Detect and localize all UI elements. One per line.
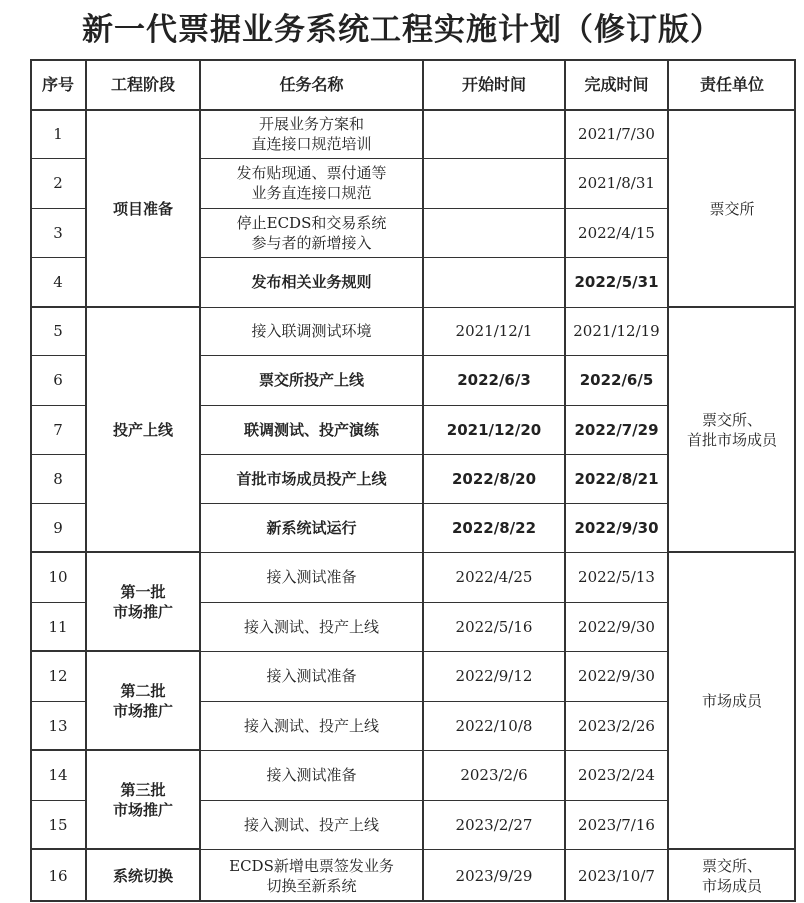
column-divider: [667, 60, 668, 902]
start-date: [423, 257, 565, 307]
phase-cell: 第二批 市场推广: [112, 681, 173, 720]
start-date: 2021/12/1: [455, 322, 533, 340]
row-number: 6: [53, 371, 63, 389]
start-date: 2022/4/25: [455, 568, 533, 586]
page-title: 新一代票据业务系统工程实施计划（修订版）: [82, 12, 722, 48]
row-divider: [200, 750, 668, 751]
row-divider: [30, 701, 86, 702]
row-divider: [30, 355, 86, 356]
header-cell: 序号: [41, 75, 74, 94]
row-divider: [30, 257, 86, 258]
row-divider: [200, 405, 668, 406]
task-name: 接入测试、投产上线: [243, 617, 379, 636]
end-date: 2023/2/24: [578, 766, 655, 784]
row-number: 7: [53, 420, 63, 439]
row-divider: [200, 355, 668, 356]
end-date: 2022/9/30: [574, 518, 659, 537]
column-divider: [30, 60, 32, 902]
task-name: 接入联调测试环境: [251, 322, 372, 340]
row-divider: [30, 551, 86, 553]
row-number: 4: [53, 273, 63, 291]
row-divider: [30, 109, 796, 111]
task-name: 联调测试、投产演练: [243, 420, 379, 439]
row-number: 3: [53, 223, 63, 242]
task-name: 首批市场成员投产上线: [236, 469, 387, 488]
row-number: 1: [53, 125, 63, 143]
row-divider: [200, 503, 668, 504]
task-name: 发布相关业务规则: [251, 273, 372, 291]
row-divider: [200, 552, 668, 553]
row-divider: [30, 749, 86, 751]
row-divider: [200, 701, 668, 702]
row-divider: [86, 551, 200, 552]
column-divider: [564, 60, 565, 902]
row-divider: [668, 848, 796, 849]
column-divider: [422, 60, 423, 902]
start-date: [423, 110, 565, 158]
phase-cell: 第三批 市场推广: [112, 780, 173, 819]
task-name: 停止ECDS和交易系统 参与者的新增接入: [236, 213, 387, 252]
row-number: 2: [53, 174, 63, 192]
phase-cell: 系统切换: [112, 866, 173, 885]
end-date: 2021/7/30: [578, 125, 655, 143]
row-number: 9: [53, 518, 63, 537]
end-date: 2022/9/30: [578, 617, 655, 636]
row-divider: [30, 650, 86, 652]
row-divider: [30, 800, 86, 801]
row-number: 15: [48, 815, 68, 834]
task-name: 新系统试运行: [266, 518, 357, 537]
end-date: 2023/10/7: [578, 866, 655, 885]
unit-cell: 市场成员: [701, 691, 762, 710]
end-date: 2022/9/30: [578, 667, 655, 685]
end-date: 2021/8/31: [578, 174, 655, 192]
row-number: 11: [48, 617, 68, 636]
header-cell: 完成时间: [584, 75, 649, 94]
row-number: 12: [48, 667, 68, 685]
row-divider: [30, 405, 86, 406]
task-name: 开展业务方案和 直连接口规范培训: [251, 115, 372, 153]
row-divider: [30, 602, 86, 603]
start-date: [423, 208, 565, 257]
header-cell: 责任单位: [699, 75, 764, 94]
row-divider: [86, 650, 200, 651]
row-divider: [30, 306, 86, 308]
start-date: 2023/2/6: [460, 766, 528, 784]
row-number: 13: [48, 716, 68, 735]
unit-cell: 票交所、 市场成员: [701, 856, 762, 895]
end-date: 2023/2/26: [578, 716, 655, 735]
row-divider: [86, 749, 200, 750]
end-date: 2022/5/31: [574, 273, 659, 291]
row-divider: [200, 307, 668, 308]
end-date: 2022/6/5: [579, 371, 654, 389]
row-divider: [30, 158, 86, 159]
column-divider: [199, 60, 200, 902]
task-name: 发布贴现通、票付通等 业务直连接口规范: [236, 164, 387, 202]
header-cell: 工程阶段: [110, 75, 175, 94]
end-date: 2023/7/16: [578, 815, 655, 834]
row-divider: [30, 503, 86, 504]
phase-cell: 第一批 市场推广: [112, 582, 173, 621]
task-name: 接入测试准备: [266, 568, 357, 586]
unit-cell: 票交所: [709, 199, 755, 218]
start-date: 2022/9/12: [455, 667, 533, 685]
row-number: 8: [53, 469, 63, 488]
row-number: 14: [48, 766, 68, 784]
row-divider: [200, 208, 668, 209]
task-name: 接入测试、投产上线: [243, 815, 379, 834]
row-number: 5: [53, 322, 63, 340]
row-divider: [30, 59, 796, 61]
row-divider: [200, 651, 668, 652]
header-cell: 任务名称: [279, 75, 344, 94]
row-divider: [86, 848, 200, 849]
row-divider: [200, 849, 668, 850]
start-date: 2021/12/20: [446, 420, 542, 439]
row-divider: [200, 602, 668, 603]
schedule-table: [30, 60, 796, 902]
start-date: 2022/8/22: [451, 518, 537, 537]
row-divider: [668, 306, 796, 307]
end-date: 2022/4/15: [578, 223, 655, 242]
unit-cell: 票交所、 首批市场成员: [686, 410, 777, 449]
row-divider: [200, 257, 668, 258]
row-divider: [668, 551, 796, 552]
phase-cell: 项目准备: [112, 199, 173, 218]
phase-cell: 投产上线: [112, 420, 173, 439]
row-divider: [30, 900, 796, 902]
row-divider: [30, 454, 86, 455]
row-divider: [30, 848, 86, 850]
start-date: 2022/5/16: [455, 617, 533, 636]
end-date: 2021/12/19: [573, 322, 660, 340]
end-date: 2022/8/21: [574, 469, 659, 488]
header-cell: 开始时间: [461, 75, 526, 94]
task-name: ECDS新增电票签发业务 切换至新系统: [229, 856, 394, 895]
task-name: 接入测试、投产上线: [243, 716, 379, 735]
start-date: [423, 158, 565, 208]
row-number: 10: [48, 568, 68, 586]
end-date: 2022/7/29: [574, 420, 659, 439]
row-divider: [200, 454, 668, 455]
row-divider: [30, 208, 86, 209]
task-name: 票交所投产上线: [258, 371, 364, 389]
start-date: 2022/8/20: [451, 469, 537, 488]
row-divider: [200, 800, 668, 801]
task-name: 接入测试准备: [266, 766, 357, 784]
row-divider: [86, 306, 200, 307]
row-number: 16: [48, 866, 68, 885]
row-divider: [200, 158, 668, 159]
start-date: 2023/2/27: [455, 815, 533, 834]
start-date: 2022/10/8: [455, 716, 533, 735]
column-divider: [85, 60, 86, 902]
task-name: 接入测试准备: [266, 667, 357, 685]
start-date: 2023/9/29: [455, 866, 533, 885]
end-date: 2022/5/13: [578, 568, 655, 586]
column-divider: [794, 60, 796, 902]
start-date: 2022/6/3: [457, 371, 531, 389]
